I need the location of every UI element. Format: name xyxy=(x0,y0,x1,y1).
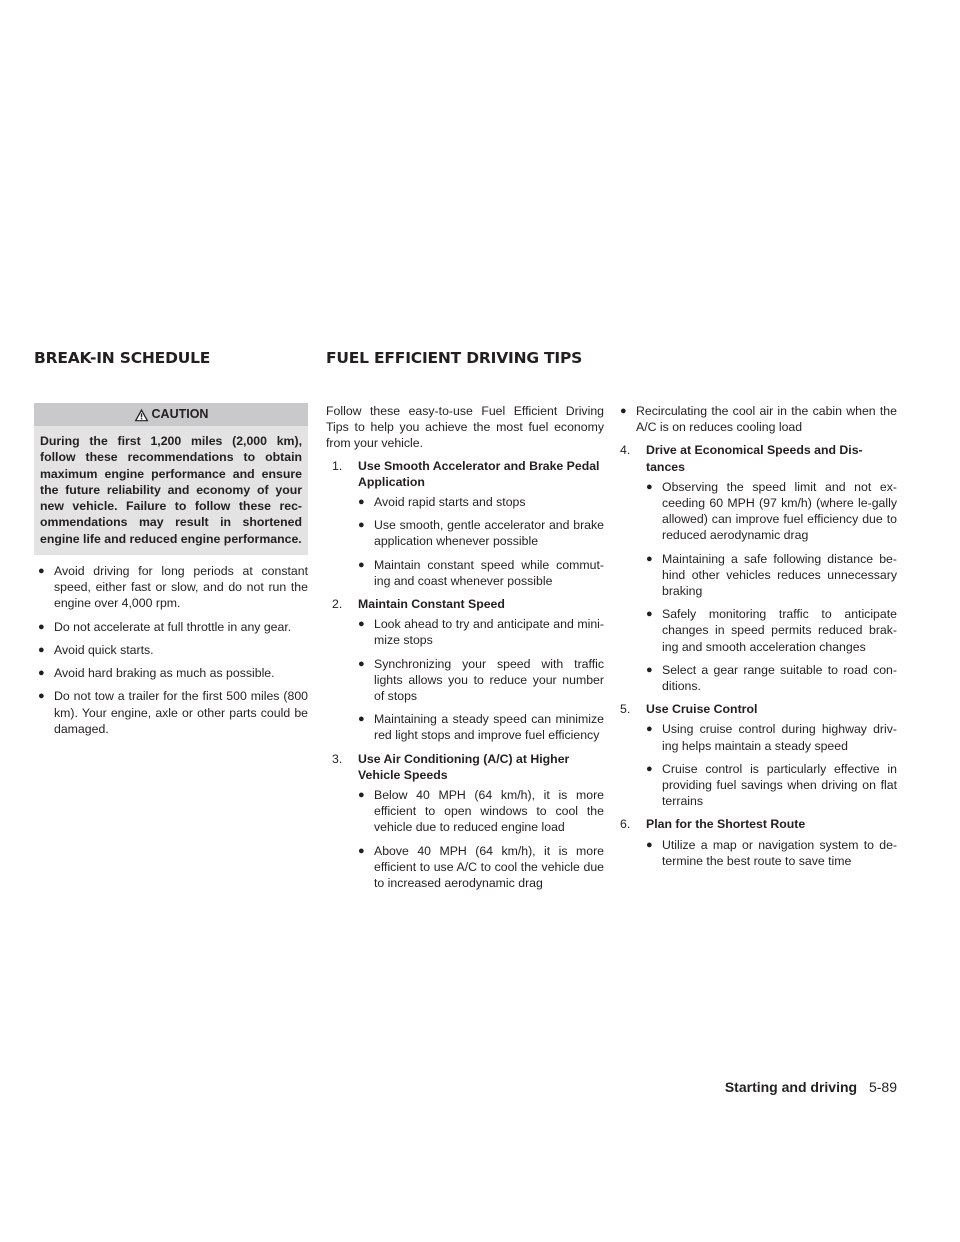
list-item-text: Synchronizing your speed with traffic lights allows you to reduce your number of stops xyxy=(374,656,604,704)
bullet-icon: ● xyxy=(358,789,365,802)
tip-bullet-list xyxy=(620,479,897,694)
tip-number: 4. xyxy=(620,443,631,458)
list-item xyxy=(34,563,308,612)
bullet-icon: ● xyxy=(358,496,365,509)
tip-title: Plan for the Shortest Route xyxy=(646,817,806,832)
bullet-icon: ● xyxy=(646,838,653,851)
tip-heading xyxy=(620,442,897,474)
tip-title: Use Air Conditioning (A/C) at Higher Vehicle Speeds xyxy=(358,751,570,782)
caution-text: During the first 1,200 miles (2,000 km), follow these recommendations to obtain maximum engine performance and ensure the future reliability and economy of your new vehicle. Failure to follow these rec-ommendations may result in shortened engine life and reduced engine performance. xyxy=(40,434,302,546)
tips-intro: Follow these easy-to-use Fuel Efficient Driving Tips to help you achieve the most fuel economy from your vehicle. xyxy=(326,404,604,451)
list-item xyxy=(646,837,897,869)
bullet-icon: ● xyxy=(646,723,653,736)
tip-heading xyxy=(326,596,604,612)
tip-number: 2. xyxy=(332,597,343,612)
caution-header xyxy=(34,403,308,426)
list-item-text: Do not tow a trailer for the first 500 miles (800 km). Your engine, axle or other parts could be damaged. xyxy=(54,689,308,736)
list-item-text: Avoid rapid starts and stops xyxy=(374,495,526,510)
tips-continued-list xyxy=(620,442,897,869)
list-item xyxy=(358,656,604,705)
column-fuel-tips-1 xyxy=(326,403,604,898)
tip-title: Drive at Economical Speeds and Dis-tances xyxy=(646,443,863,474)
footer-chapter: Starting and driving xyxy=(724,1079,858,1095)
numbered-tip xyxy=(326,458,604,589)
list-item xyxy=(358,787,604,836)
bullet-icon: ● xyxy=(646,480,653,493)
numbered-tip xyxy=(326,596,604,744)
tip-heading xyxy=(620,701,897,717)
tip-heading xyxy=(326,458,604,490)
list-item xyxy=(34,688,308,737)
list-item-text: Use smooth, gentle accelerator and brake application whenever possible xyxy=(374,518,604,549)
bullet-icon: ● xyxy=(358,657,365,670)
tip-bullet-list xyxy=(326,494,604,589)
tips-list xyxy=(326,458,604,892)
bullet-icon: ● xyxy=(358,844,365,857)
tip-bullet-list xyxy=(620,721,897,809)
tip-bullet-list xyxy=(326,787,604,891)
bullet-icon: ● xyxy=(38,620,45,633)
list-item-text: Maintaining a safe following distance be-hind other vehicles reduces unnecessary braking xyxy=(662,551,897,599)
list-item xyxy=(620,403,897,435)
list-item-text: Using cruise control during highway driv-ing helps maintain a steady speed xyxy=(662,722,897,753)
bullet-icon: ● xyxy=(646,552,653,565)
bullet-icon: ● xyxy=(646,663,653,676)
list-item-text: Utilize a map or navigation system to de-termine the best route to save time xyxy=(662,837,897,868)
tip-number: 1. xyxy=(332,458,343,473)
numbered-tip xyxy=(620,701,897,809)
list-item-text: Below 40 MPH (64 km/h), it is more efficient to open windows to cool the vehicle due to reduced engine load xyxy=(374,788,604,835)
tip-bullet-list xyxy=(620,837,897,869)
list-item xyxy=(646,606,897,655)
tip-number: 5. xyxy=(620,702,631,717)
list-item-text: Maintain constant speed while commut-ing and coast whenever possible xyxy=(374,557,604,588)
bullet-icon: ● xyxy=(620,405,627,417)
page-footer xyxy=(725,1079,897,1095)
list-item-text: Avoid hard braking as much as possible. xyxy=(54,666,275,681)
list-item xyxy=(358,843,604,892)
numbered-tip xyxy=(326,751,604,892)
section-heading-fuel-tips: FUEL EFFICIENT DRIVING TIPS xyxy=(326,349,583,367)
list-item-text: Look ahead to try and anticipate and mini-mize stops xyxy=(374,617,604,648)
bullet-icon: ● xyxy=(358,558,365,571)
list-item-text: Maintaining a steady speed can minimize red light stops and improve fuel efficiency xyxy=(374,712,604,743)
list-item xyxy=(646,761,897,810)
tip3-continued-list xyxy=(620,403,897,435)
column-break-in xyxy=(34,403,308,744)
list-item-text: Observing the speed limit and not ex-ceeding 60 MPH (97 km/h) (where le-gally allowed) can improve fuel efficiency due to reduced aerodynamic drag xyxy=(662,479,897,543)
break-in-bullet-list xyxy=(34,563,308,737)
list-item xyxy=(358,494,604,510)
list-item-text: Recirculating the cool air in the cabin when the A/C is on reduces cooling load xyxy=(636,404,897,435)
tip-heading xyxy=(620,816,897,832)
list-item xyxy=(358,711,604,743)
warning-triangle-icon xyxy=(134,408,149,422)
caution-box xyxy=(34,403,308,555)
numbered-tip xyxy=(620,816,897,869)
bullet-icon: ● xyxy=(38,667,45,680)
tip-number: 6. xyxy=(620,817,631,832)
list-item xyxy=(358,616,604,648)
tip-bullet-list xyxy=(326,616,604,743)
list-item xyxy=(34,642,308,658)
bullet-icon: ● xyxy=(358,618,365,631)
tip-title: Use Cruise Control xyxy=(646,702,758,717)
list-item xyxy=(34,619,308,635)
list-item xyxy=(358,557,604,589)
list-item xyxy=(646,479,897,544)
list-item xyxy=(358,517,604,549)
list-item-text: Do not accelerate at full throttle in any gear. xyxy=(54,619,292,634)
list-item xyxy=(646,551,897,600)
list-item xyxy=(34,665,308,681)
tip-title: Use Smooth Accelerator and Brake Pedal Application xyxy=(358,458,600,489)
list-item-text: Safely monitoring traffic to anticipate changes in speed permits reduced brak-ing and smooth acceleration changes xyxy=(662,607,897,654)
tip-number: 3. xyxy=(332,751,343,766)
list-item-text: Cruise control is particularly effective in providing fuel savings when driving on flat terrains xyxy=(662,761,897,809)
section-heading-break-in: BREAK-IN SCHEDULE xyxy=(34,349,211,367)
list-item xyxy=(646,721,897,753)
bullet-icon: ● xyxy=(646,762,653,775)
list-item xyxy=(646,662,897,694)
page-number: 5-89 xyxy=(868,1079,897,1095)
list-item-text: Avoid driving for long periods at constant speed, either fast or slow, and do not run the engine over 4,000 rpm. xyxy=(54,564,308,611)
list-item-text: Select a gear range suitable to road con-ditions. xyxy=(662,662,897,694)
bullet-icon: ● xyxy=(358,519,365,532)
bullet-icon: ● xyxy=(646,608,653,621)
list-item-text: Above 40 MPH (64 km/h), it is more efficient to use A/C to cool the vehicle due to increased aerodynamic drag xyxy=(374,843,604,891)
bullet-icon: ● xyxy=(38,690,45,703)
numbered-tip xyxy=(620,442,897,694)
bullet-icon: ● xyxy=(358,713,365,726)
list-item-text: Avoid quick starts. xyxy=(54,642,154,657)
tip-heading xyxy=(326,751,604,783)
tip-title: Maintain Constant Speed xyxy=(358,597,505,612)
column-fuel-tips-2 xyxy=(620,403,897,876)
bullet-icon: ● xyxy=(38,643,45,656)
bullet-icon: ● xyxy=(38,565,45,578)
caution-title: CAUTION xyxy=(151,407,209,422)
